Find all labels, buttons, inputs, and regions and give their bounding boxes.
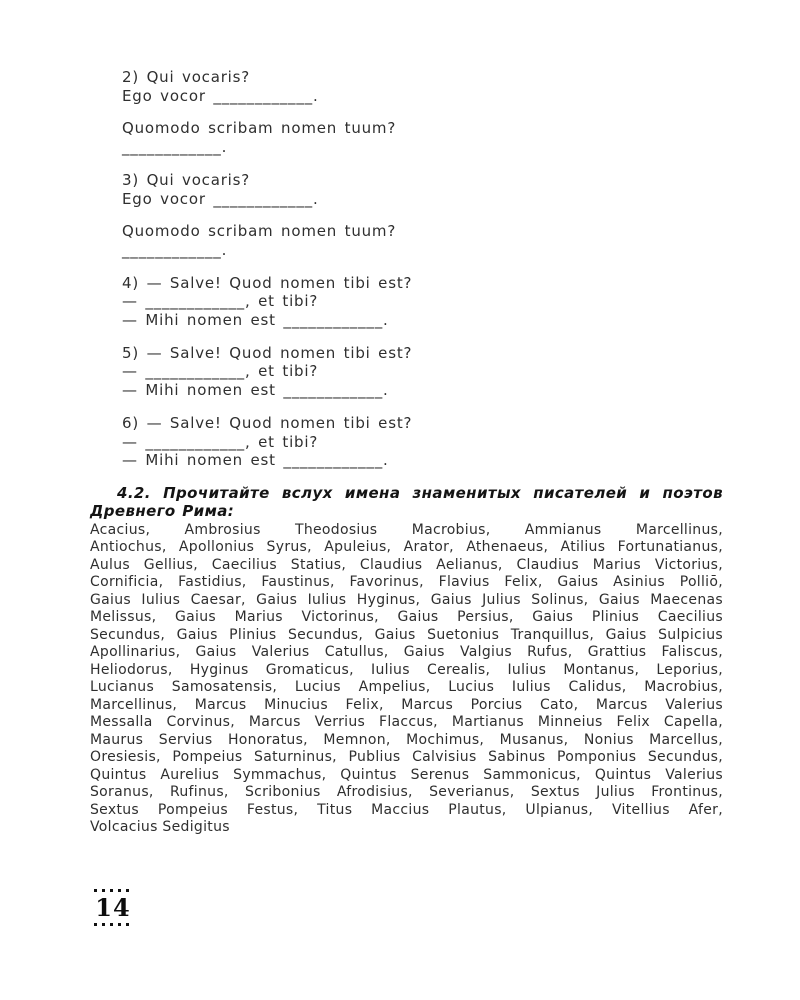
exercise-line: Quomodo scribam nomen tuum? <box>122 119 397 138</box>
names-line: Heliodorus, Hyginus Gromaticus, Iulius Cerealis, Iulius Montanus, Leporius, <box>90 661 723 678</box>
exercise-line: 2) Qui vocaris? <box>122 68 251 86</box>
names-line: Aulus Gellius, Caecilius Statius, Claudius Aelianus, Claudius Marius Victorius, <box>90 556 723 573</box>
exercise-line: 6) — Salve! Quod nomen tibi est? <box>122 413 413 432</box>
names-line: Gaius Iulius Caesar, Gaius Iulius Hyginus, Gaius Julius Solinus, Gaius Maecenas <box>90 591 723 608</box>
names-line: Maurus Servius Honoratus, Memnon, Mochimus, Musanus, Nonius Marcellus, <box>90 731 723 748</box>
page-number: 14 <box>95 893 131 922</box>
names-line: Antiochus, Apollonius Syrus, Apuleius, Arator, Athenaeus, Atilius Fortunatianus, <box>90 539 723 556</box>
exercise-line <box>122 400 723 414</box>
exercise-line: ____________. <box>122 138 228 157</box>
section-heading <box>90 484 723 521</box>
names-line: Secundus, Gaius Plinius Secundus, Gaius Suetonius Tranquillus, Gaius Sulpicius <box>90 626 723 643</box>
exercise-line: — Mihi nomen est ____________. <box>122 311 389 330</box>
exercise-line: — Mihi nomen est ____________. <box>122 451 389 470</box>
exercise-dialogues <box>122 68 723 470</box>
exercise-line: 3) Qui vocaris? <box>122 170 251 189</box>
exercise-line: Ego vocor ____________. <box>122 189 319 208</box>
exercise-line: — ____________, et tibi? <box>122 292 319 311</box>
exercise-line <box>122 105 723 119</box>
names-line: Lucianus Samosatensis, Lucius Ampelius, Lucius Iulius Calidus, Macrobius, <box>90 679 723 696</box>
exercise-line: — Mihi nomen est ____________. <box>122 381 389 400</box>
section-heading-line-2: Древнего Рима: <box>90 502 235 521</box>
exercise-line: 4) — Salve! Quod nomen tibi est? <box>122 273 413 292</box>
exercise-line: Quomodo scribam nomen tuum? <box>122 222 397 241</box>
exercise-line: 5) — Salve! Quod nomen tibi est? <box>122 343 413 362</box>
section-heading-line-1: 4.2. Прочитайте вслух имена знаменитых писателей и поэтов <box>117 483 723 502</box>
names-line: Volcacius Sedigitus <box>90 819 230 836</box>
names-line: Melissus, Gaius Marius Victorinus, Gaius Persius, Gaius Plinius Caecilius <box>90 609 723 626</box>
exercise-line: — ____________, et tibi? <box>122 432 319 451</box>
names-line: Messalla Corvinus, Marcus Verrius Flaccus, Martianus Minneius Felix Capella, <box>90 714 723 731</box>
names-list <box>90 522 723 837</box>
exercise-line: Ego vocor ____________. <box>122 86 319 105</box>
exercise-line <box>122 330 723 344</box>
names-line: Oresiesis, Pompeius Saturninus, Publius Calvisius Sabinus Pomponius Secundus, <box>90 749 723 766</box>
dotted-rule-bottom-icon <box>94 923 132 926</box>
exercise-line <box>122 157 723 171</box>
names-line: Acacius, Ambrosius Theodosius Macrobius, Ammianus Marcellinus, <box>90 521 723 538</box>
exercise-line <box>122 208 723 222</box>
names-line: Apollinarius, Gaius Valerius Catullus, Gaius Valgius Rufus, Grattius Faliscus, <box>90 644 723 661</box>
exercise-line: ____________. <box>122 240 228 259</box>
page-footer <box>93 889 133 926</box>
names-line: Sextus Pompeius Festus, Titus Maccius Plautus, Ulpianus, Vitellius Afer, <box>90 801 723 818</box>
names-line: Quintus Aurelius Symmachus, Quintus Serenus Sammonicus, Quintus Valerius <box>90 766 723 783</box>
exercise-line: — ____________, et tibi? <box>122 362 319 381</box>
names-line: Cornificia, Fastidius, Faustinus, Favorinus, Flavius Felix, Gaius Asinius Polliō, <box>90 574 723 591</box>
names-line: Soranus, Rufinus, Scribonius Afrodisius, Severianus, Sextus Julius Frontinus, <box>90 784 723 801</box>
names-line: Marcellinus, Marcus Minucius Felix, Marcus Porcius Cato, Marcus Valerius <box>90 696 723 713</box>
exercise-line <box>122 260 723 274</box>
